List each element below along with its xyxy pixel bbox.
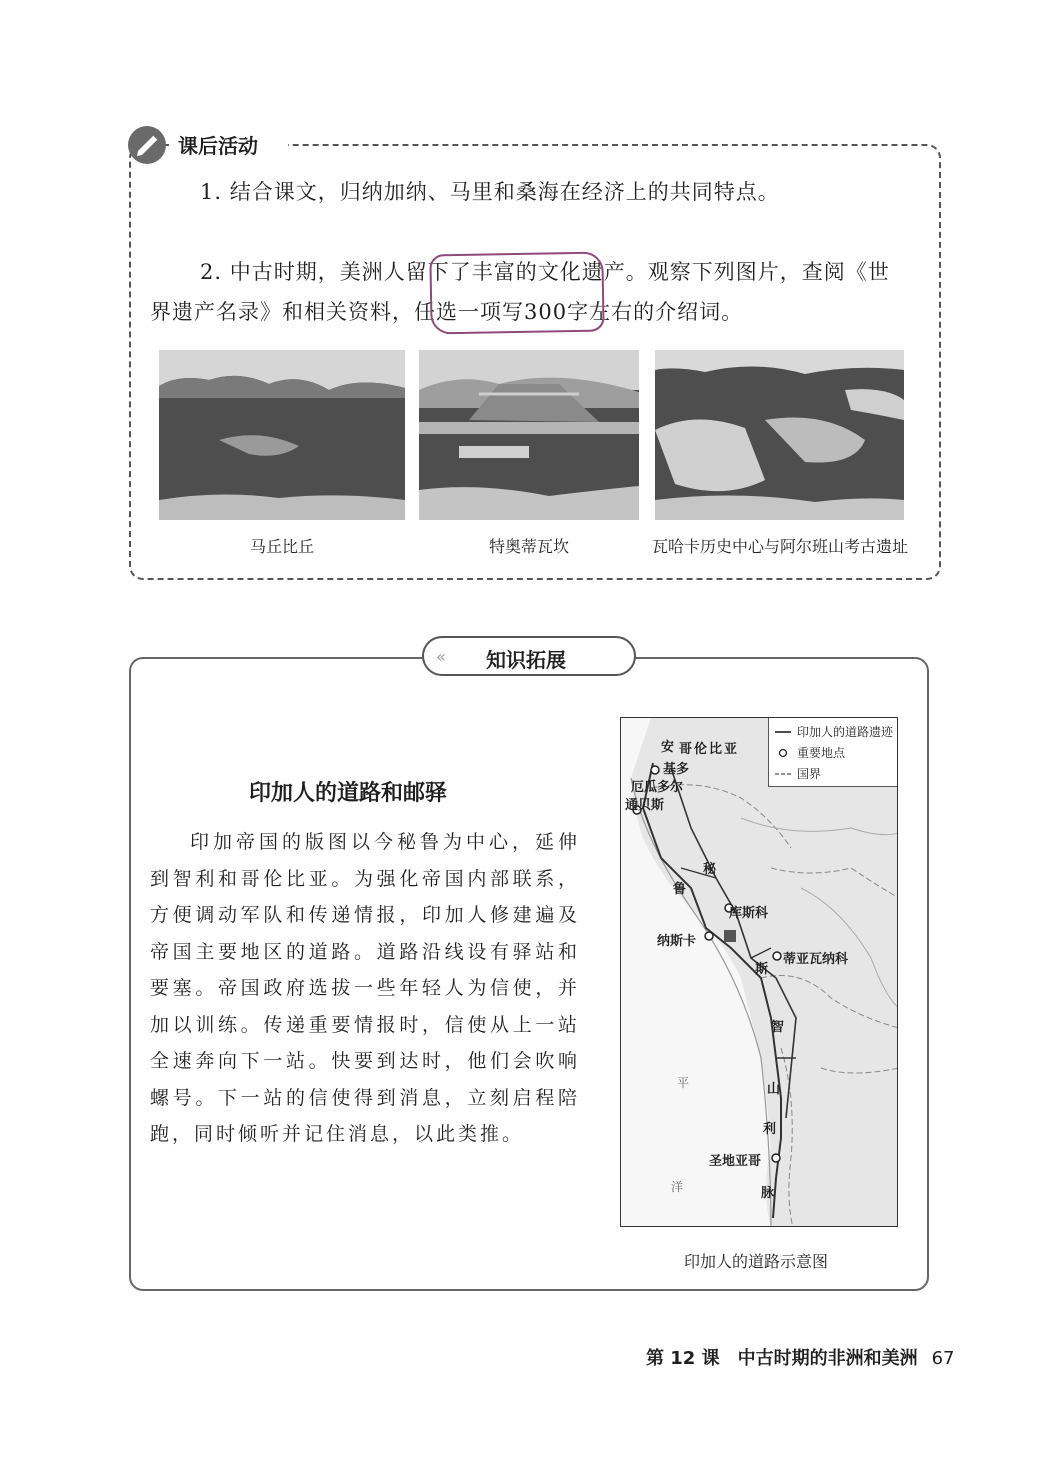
article-body: 印加帝国的版图以今秘鲁为中心，延伸到智利和哥伦比亚。为强化帝国内部联系，方便调动军队和传递情报，印加人修建遍及帝国主要地区的道路。道路沿线设有驿站和要塞。帝国政府选拔一些年轻人为信使，并加以训练。传递重要情报时，信使从上一站全速奔向下一站。快要到达时，他们会吹响螺号。下一站的信使得到消息，立刻启程陪跑，同时倾听并记住消息，以此类推。 (150, 831, 580, 1145)
activity-title: 课后活动 (178, 130, 266, 159)
page-number: 67 (931, 1348, 955, 1369)
map-label: 山 (767, 1082, 781, 1097)
map-caption: 印加人的道路示意图 (684, 1252, 829, 1271)
handwritten-highlight-mark (429, 251, 604, 334)
photo-caption: 特奥蒂瓦坎 (488, 537, 569, 556)
double-chevron-icon: « (436, 647, 446, 666)
lesson-title: 第 12 课 中古时期的非洲和美洲 (646, 1348, 918, 1369)
map-label: 斯 (755, 962, 769, 977)
map-label: 利 (763, 1122, 777, 1137)
photo-oaxaca-monte-alban (655, 350, 904, 520)
photo-caption: 马丘比丘 (249, 537, 314, 556)
map-label: 洋 (671, 1180, 684, 1194)
photo-teotihuacan (419, 350, 639, 520)
photo-caption: 瓦哈卡历史中心与阿尔班山考古遗址 (651, 537, 908, 556)
legend-road: 印加人的道路遗迹 (797, 725, 894, 739)
question-1: 1. 结合课文，归纳加纳、马里和桑海在经济上的共同特点。 (200, 180, 780, 204)
map-label: 哥伦比亚 (679, 742, 740, 757)
inca-road-map (620, 717, 898, 1227)
legend-important-place: 重要地点 (797, 746, 846, 760)
map-label: 圣地亚哥 (709, 1154, 762, 1169)
question-2-line-2: 界遗产名录》和相关资料，任选一项写300字左右的介绍词。 (150, 300, 744, 324)
map-label: 通贝斯 (625, 798, 665, 813)
map-label: 脉 (761, 1186, 775, 1201)
map-label: 厄瓜多尔 (631, 780, 684, 795)
map-label: 蒂亚瓦纳科 (783, 952, 849, 967)
pencil-icon (128, 126, 166, 164)
map-label: 基多 (663, 762, 690, 777)
question-2-line-1: 2. 中古时期，美洲人留下了丰富的文化遗产。观察下列图片，查阅《世 (200, 260, 890, 284)
page-footer (646, 1344, 955, 1370)
map-legend (768, 718, 897, 787)
article-title: 印加人的道路和邮驿 (249, 781, 448, 806)
extension-title: 知识拓展 (486, 648, 566, 672)
map-label: 安 (661, 740, 675, 755)
map-label: 鲁 (673, 882, 687, 897)
map-label: 秘 (703, 862, 717, 877)
map-label: 智 (771, 1020, 785, 1035)
legend-border: 国界 (797, 767, 822, 781)
map-label: 库斯科 (729, 906, 769, 921)
map-label: 纳斯卡 (657, 934, 697, 949)
photo-machu-picchu (159, 350, 405, 520)
map-label: 平 (677, 1076, 690, 1090)
